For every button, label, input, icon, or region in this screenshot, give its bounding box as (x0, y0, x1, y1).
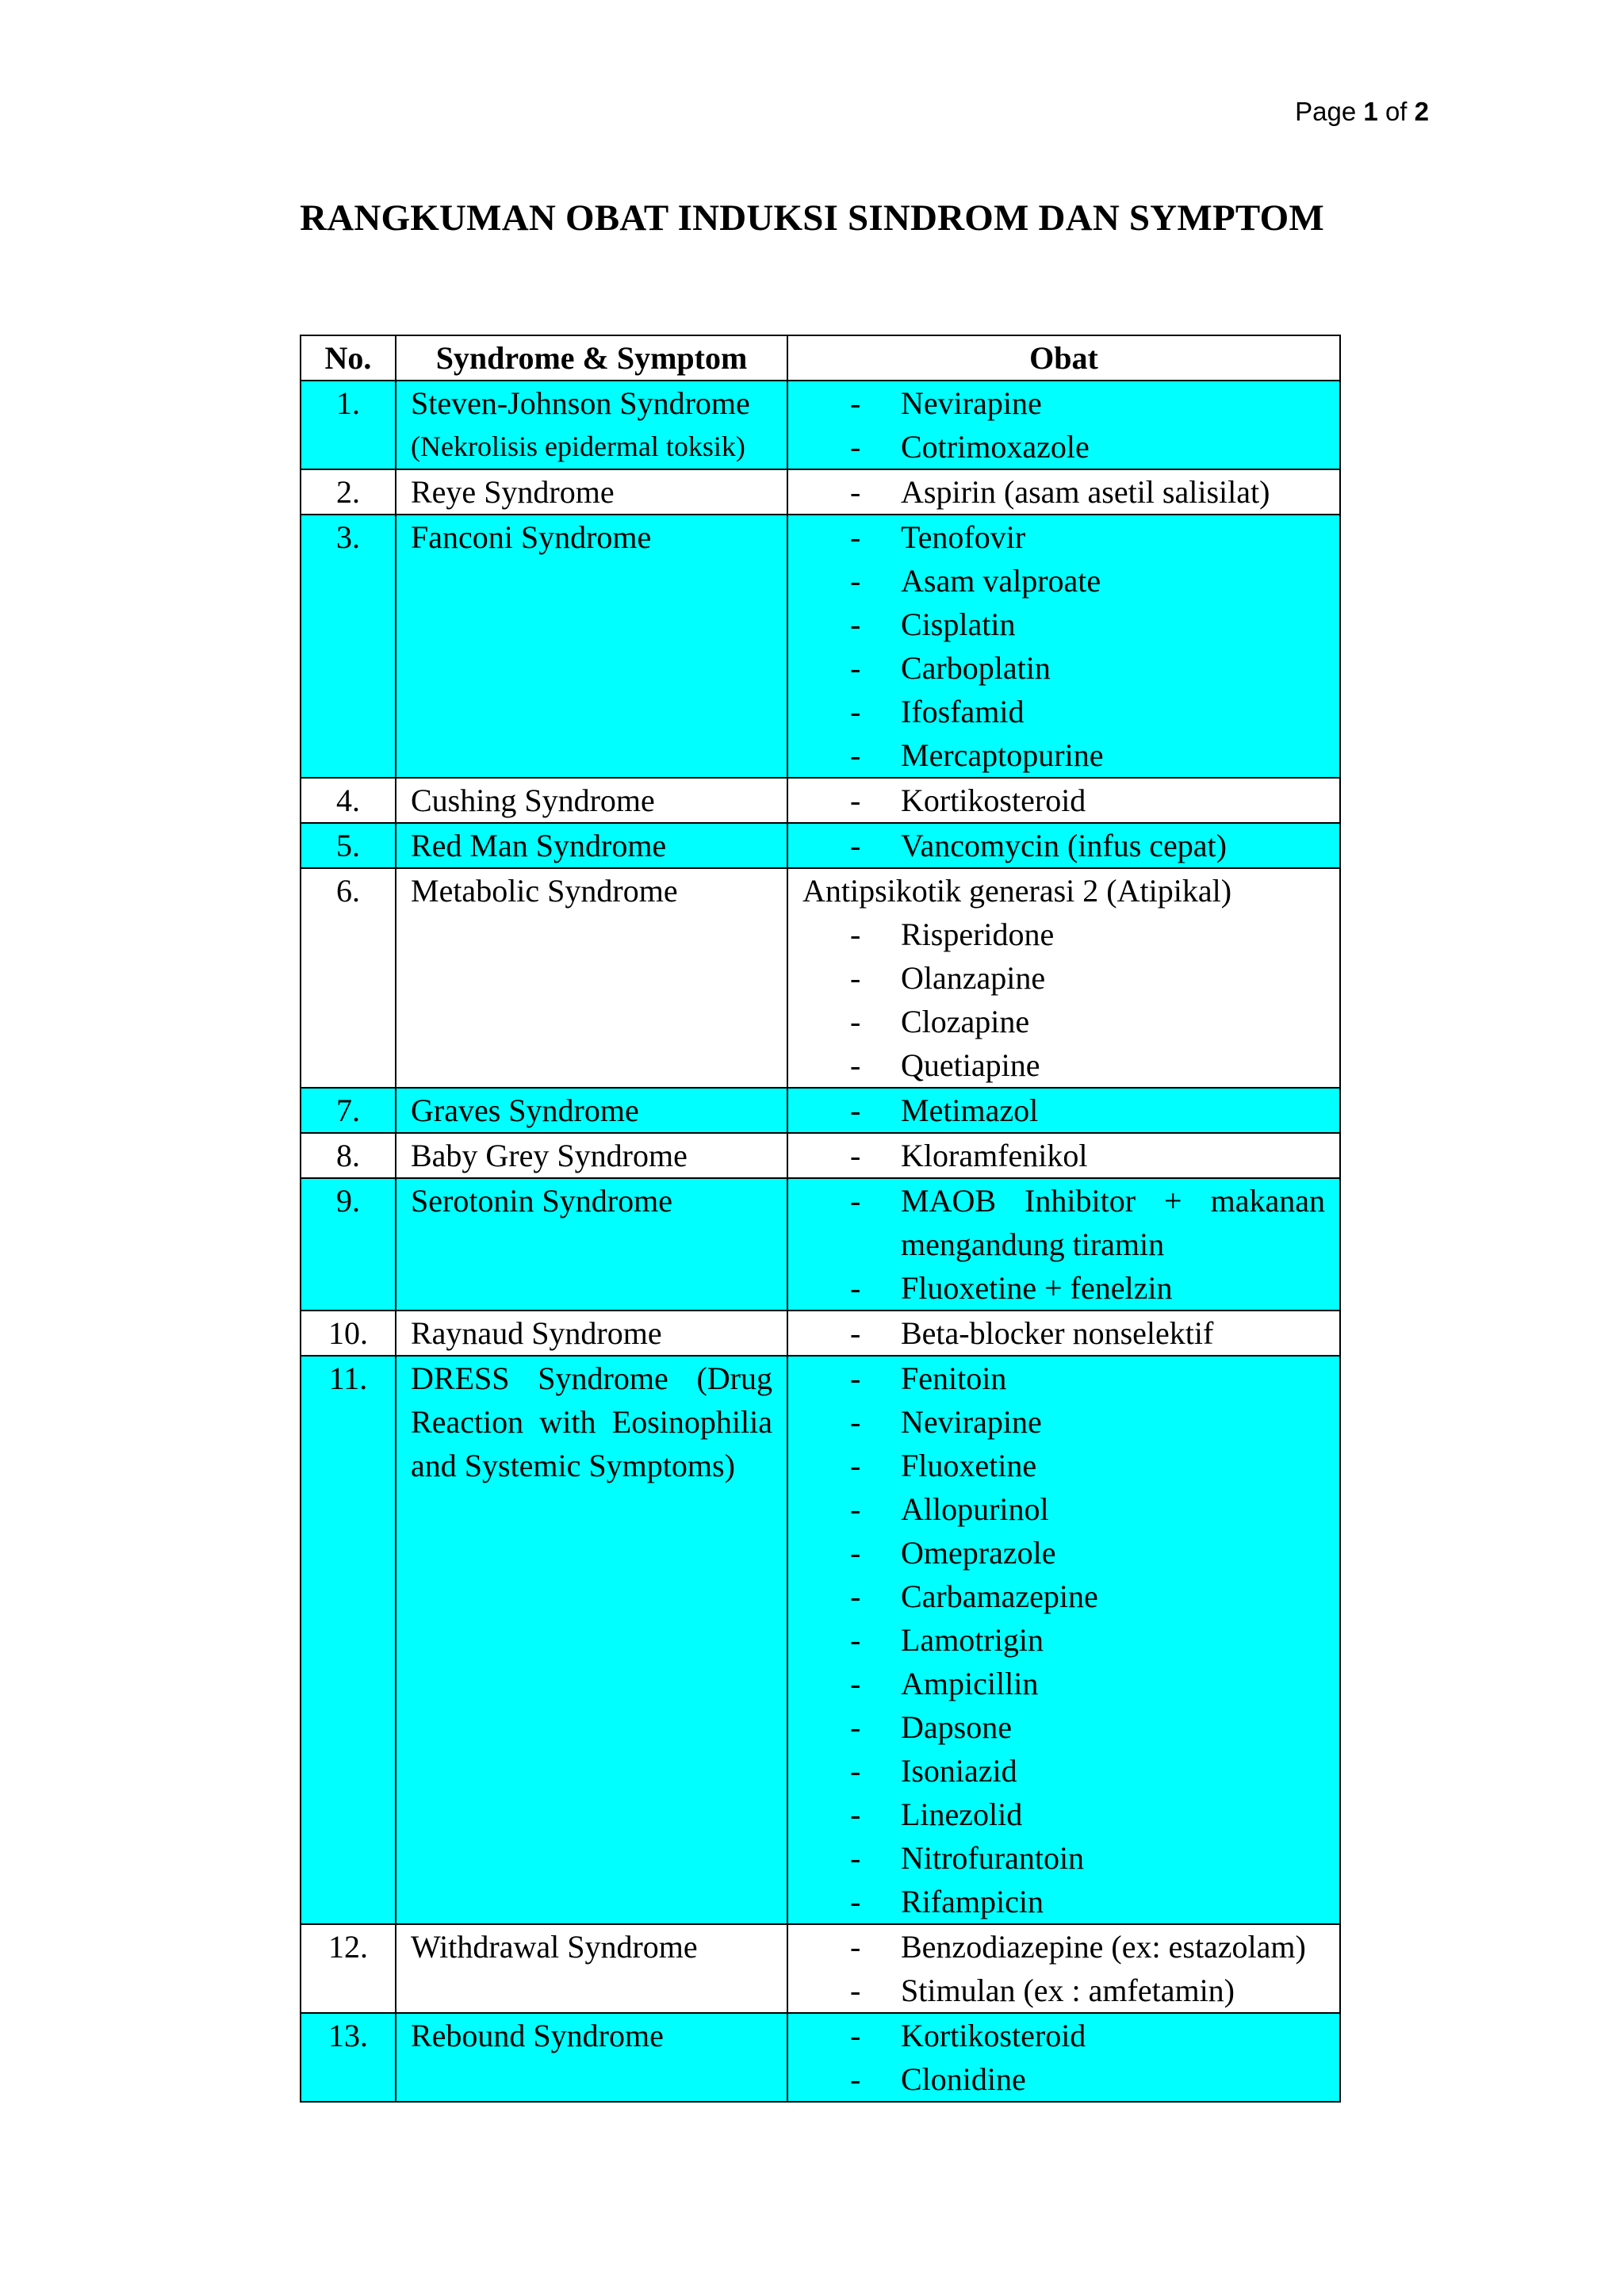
row-number: 10. (301, 1311, 396, 1356)
drug-list (788, 1357, 1339, 1923)
syndrome-cell (396, 469, 787, 515)
drug-item: - Tenofovir (788, 515, 1339, 559)
header-obat: Obat (787, 335, 1340, 381)
syndrome-cell (396, 1133, 787, 1178)
syndrome-name: Fanconi Syndrome (411, 519, 652, 555)
drug-item: - Kloramfenikol (788, 1134, 1339, 1177)
drug-item: - Cisplatin (788, 603, 1339, 646)
table-header-row (301, 335, 1340, 381)
drug-item: - Aspirin (asam asetil salisilat) (788, 470, 1339, 514)
drug-item: - Kortikosteroid (788, 2014, 1339, 2057)
drug-item: - Olanzapine (788, 956, 1339, 1000)
drug-item: - Linezolid (788, 1793, 1339, 1836)
drug-item: - Clonidine (788, 2057, 1339, 2101)
drug-cell (787, 1924, 1340, 2013)
drug-item: - Isoniazid (788, 1749, 1339, 1793)
syndrome-cell (396, 1924, 787, 2013)
drug-list (788, 1311, 1339, 1355)
drug-cell (787, 1133, 1340, 1178)
drug-item: - Dapsone (788, 1705, 1339, 1749)
drug-item: - Stimulan (ex : amfetamin) (788, 1969, 1339, 2012)
drug-cell (787, 1356, 1340, 1924)
drug-list (788, 381, 1339, 469)
table-body (301, 381, 1340, 2102)
syndrome-cell (396, 1178, 787, 1311)
syndrome-name: Metabolic Syndrome (411, 873, 678, 909)
table-row (301, 1924, 1340, 2013)
drug-cell (787, 868, 1340, 1088)
row-number: 8. (301, 1133, 396, 1178)
document-title: RANGKUMAN OBAT INDUKSI SINDROM DAN SYMPTOM (300, 197, 1324, 239)
drug-cell (787, 515, 1340, 778)
table-row (301, 778, 1340, 823)
drug-cell (787, 2013, 1340, 2102)
table-row (301, 868, 1340, 1088)
drug-cell (787, 1178, 1340, 1311)
drug-cell (787, 1311, 1340, 1356)
drug-list (788, 1134, 1339, 1177)
table-row (301, 381, 1340, 469)
drug-cell (787, 1088, 1340, 1133)
drug-list (788, 779, 1339, 822)
syndrome-cell (396, 868, 787, 1088)
drug-item: - Ampicillin (788, 1662, 1339, 1705)
drug-item: - Benzodiazepine (ex: estazolam) (788, 1925, 1339, 1969)
drug-item: - Carbamazepine (788, 1575, 1339, 1618)
drug-list (788, 1925, 1339, 2012)
syndrome-cell (396, 1356, 787, 1924)
row-number: 6. (301, 868, 396, 1088)
drug-item: - Clozapine (788, 1000, 1339, 1043)
row-number: 7. (301, 1088, 396, 1133)
table-row (301, 469, 1340, 515)
header-syndrome: Syndrome & Symptom (396, 335, 787, 381)
drug-cell (787, 778, 1340, 823)
drug-item: - Cotrimoxazole (788, 425, 1339, 469)
drug-item: - Fluoxetine (788, 1444, 1339, 1487)
drug-item: - Metimazol (788, 1089, 1339, 1132)
table-row (301, 1088, 1340, 1133)
row-number: 11. (301, 1356, 396, 1924)
page-total: 2 (1414, 97, 1429, 126)
drug-item: - Mercaptopurine (788, 733, 1339, 777)
drug-item: - Lamotrigin (788, 1618, 1339, 1662)
drug-list (788, 515, 1339, 777)
syndrome-name: Baby Grey Syndrome (411, 1138, 688, 1173)
syndrome-name: Graves Syndrome (411, 1093, 639, 1128)
drug-item: - MAOB Inhibitor + makanan mengandung tiramin (788, 1179, 1339, 1266)
drug-item: - Kortikosteroid (788, 779, 1339, 822)
drug-list (788, 913, 1339, 1087)
row-number: 13. (301, 2013, 396, 2102)
table-row (301, 2013, 1340, 2102)
drug-item: - Fluoxetine + fenelzin (788, 1266, 1339, 1310)
page-number (1295, 97, 1429, 127)
header-no: No. (301, 335, 396, 381)
drug-item: - Quetiapine (788, 1043, 1339, 1087)
row-number: 3. (301, 515, 396, 778)
drug-item: - Nevirapine (788, 1400, 1339, 1444)
row-number: 12. (301, 1924, 396, 2013)
table-row (301, 1178, 1340, 1311)
table-row (301, 1133, 1340, 1178)
drug-list (788, 470, 1339, 514)
drug-class-label: Antipsikotik generasi 2 (Atipikal) (802, 873, 1232, 909)
syndrome-cell (396, 823, 787, 868)
drug-item: - Risperidone (788, 913, 1339, 956)
syndrome-name: Raynaud Syndrome (411, 1315, 662, 1351)
drug-item: - Omeprazole (788, 1531, 1339, 1575)
syndrome-name: DRESS Syndrome (Drug Reaction with Eosinophilia and Systemic Symptoms) (411, 1360, 772, 1483)
page-current: 1 (1363, 97, 1378, 126)
table-row (301, 1311, 1340, 1356)
drug-item: - Rifampicin (788, 1880, 1339, 1923)
drug-list (788, 1089, 1339, 1132)
drug-list (788, 2014, 1339, 2101)
syndrome-cell (396, 778, 787, 823)
row-number: 4. (301, 778, 396, 823)
drug-item: - Carboplatin (788, 646, 1339, 690)
drug-item: - Fenitoin (788, 1357, 1339, 1400)
table-row (301, 823, 1340, 868)
row-number: 2. (301, 469, 396, 515)
drug-list (788, 1179, 1339, 1310)
syndrome-name: Rebound Syndrome (411, 2018, 664, 2053)
syndrome-name: Red Man Syndrome (411, 828, 667, 863)
syndrome-note: (Nekrolisis epidermal toksik) (411, 430, 745, 462)
drug-list (788, 824, 1339, 867)
drug-cell (787, 381, 1340, 469)
syndrome-name: Withdrawal Syndrome (411, 1929, 698, 1965)
syndrome-name: Cushing Syndrome (411, 783, 655, 818)
drug-item: - Asam valproate (788, 559, 1339, 603)
drug-item: - Allopurinol (788, 1487, 1339, 1531)
syndrome-name: Reye Syndrome (411, 474, 615, 510)
syndrome-cell (396, 1088, 787, 1133)
drug-cell (787, 469, 1340, 515)
drug-item: - Beta-blocker nonselektif (788, 1311, 1339, 1355)
page-label: Page (1295, 97, 1357, 126)
drug-cell (787, 823, 1340, 868)
syndrome-cell (396, 515, 787, 778)
table-row (301, 515, 1340, 778)
row-number: 9. (301, 1178, 396, 1311)
page-of: of (1385, 97, 1408, 126)
syndrome-cell (396, 381, 787, 469)
drug-item: - Nevirapine (788, 381, 1339, 425)
table-row (301, 1356, 1340, 1924)
syndrome-name: Steven-Johnson Syndrome (411, 385, 750, 421)
drug-item: - Vancomycin (infus cepat) (788, 824, 1339, 867)
row-number: 1. (301, 381, 396, 469)
syndrome-name: Serotonin Syndrome (411, 1183, 672, 1219)
drug-item: - Ifosfamid (788, 690, 1339, 733)
drug-item: - Nitrofurantoin (788, 1836, 1339, 1880)
syndrome-cell (396, 2013, 787, 2102)
syndrome-cell (396, 1311, 787, 1356)
syndrome-drug-table (300, 335, 1341, 2103)
row-number: 5. (301, 823, 396, 868)
